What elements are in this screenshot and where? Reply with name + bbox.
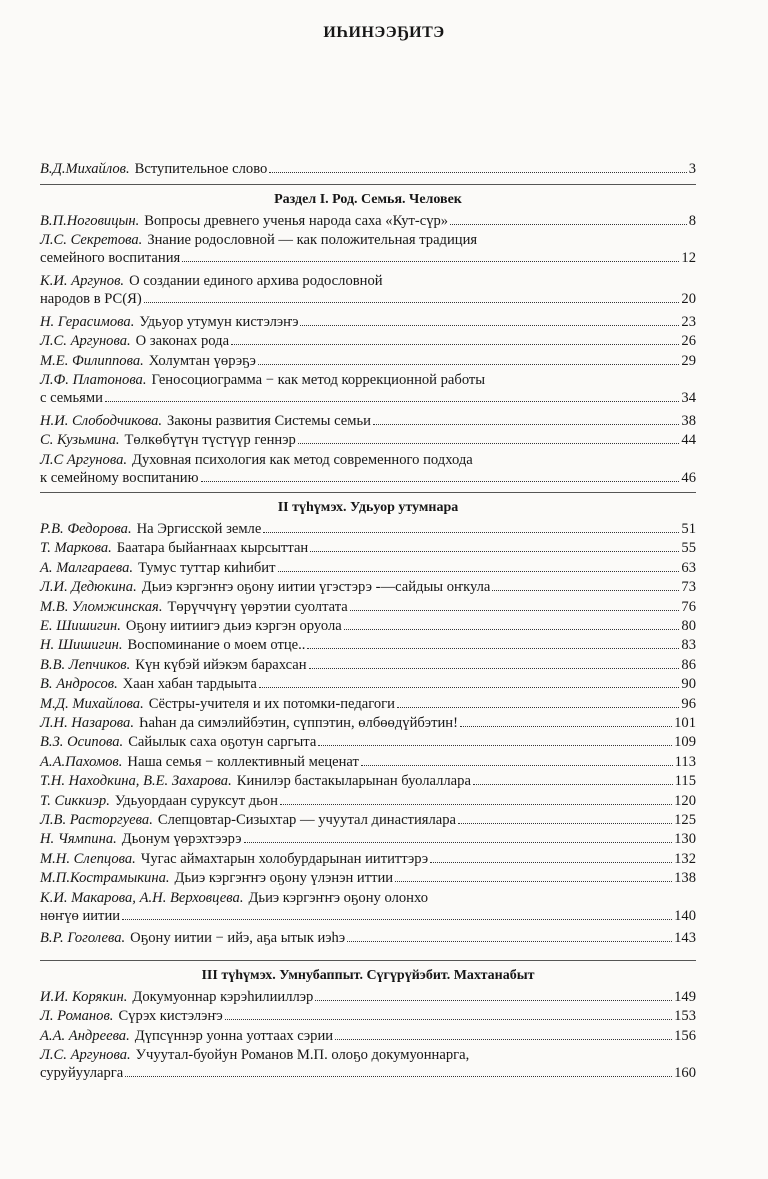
toc-entry[interactable]	[40, 695, 696, 713]
entry-author: Е. Шишигин.	[40, 618, 121, 634]
toc-entry-line	[40, 352, 696, 370]
entry-title: Дьиэ кэргэҥҥэ оҕону олонхо	[248, 889, 429, 906]
toc-entry[interactable]	[40, 313, 696, 331]
entry-title: Холумтан үөрэҕэ	[148, 352, 256, 369]
entry-title: Оҕону иитии − ийэ, аҕа ытык иэһэ	[130, 930, 346, 947]
toc-entry-line	[40, 1007, 696, 1025]
entry-title: Һаһан да симэлийбэтин, сүппэтин, өлбөөдүйбэтин!	[138, 715, 458, 731]
page-title: ИҺИНЭЭҔИТЭ	[323, 24, 445, 41]
toc-entry-line	[40, 469, 696, 487]
entry-title: семейного воспитания	[40, 250, 181, 267]
entry-page-number: 101	[674, 715, 696, 731]
section-divider	[40, 960, 696, 961]
entry-title: к семейному воспитанию	[40, 469, 199, 486]
toc-entry-line	[40, 889, 696, 907]
entry-page-number: 44	[681, 432, 696, 449]
entry-title: Сүрэх кистэлэҥэ	[118, 1008, 223, 1025]
dot-leader	[373, 420, 679, 425]
toc-entry-line	[40, 598, 696, 616]
toc-entry[interactable]	[40, 231, 696, 267]
entry-page-number: 125	[674, 812, 696, 828]
dot-leader	[144, 298, 680, 303]
entry-author: М.Н. Слепцова.	[40, 850, 136, 867]
toc-entry-line	[40, 332, 696, 350]
entry-title: Учуутал-буойун Романов М.П. олоҕо докумуоннарга,	[135, 1047, 470, 1064]
entry-page-number: 63	[681, 559, 696, 576]
entry-author: М.Д. Михайлова.	[40, 695, 144, 712]
toc-entry[interactable]	[40, 772, 696, 790]
entry-page-number: 80	[681, 618, 696, 634]
entry-title: Төлкөбүтүн түстүүр геннэр	[124, 432, 296, 449]
entry-page-number: 130	[674, 831, 696, 848]
toc-entry-line	[40, 1064, 696, 1082]
entry-title: О законах рода	[135, 333, 230, 350]
dot-leader	[395, 877, 672, 882]
toc-entry[interactable]	[40, 988, 696, 1006]
entry-author: И.И. Корякин.	[40, 989, 128, 1005]
section-divider	[40, 492, 696, 493]
dot-leader	[298, 439, 680, 444]
entry-title: Геносоциограмма − как метод коррекционной работы	[151, 372, 486, 389]
dot-leader	[361, 761, 673, 766]
section-heading: III түһүмэх. Умнубаппыт. Сүгүрүйэбит. Махтанабыт	[201, 968, 535, 983]
toc-entry[interactable]	[40, 830, 696, 848]
toc-entry[interactable]	[40, 617, 696, 635]
entry-author: Л.Н. Назарова.	[40, 715, 134, 731]
toc-entry-line	[40, 733, 696, 751]
toc-entry-line	[40, 617, 696, 635]
entry-page-number: 86	[681, 656, 696, 673]
toc-entry-line	[40, 869, 696, 887]
toc-entry-line	[40, 389, 696, 407]
entry-title: Слепцовтар-Сизыхтар — учуутал династиялара	[157, 812, 456, 828]
entry-page-number: 51	[681, 521, 696, 537]
dot-leader	[460, 722, 672, 727]
dot-leader	[309, 664, 680, 669]
entry-page-number: 156	[674, 1027, 696, 1044]
entry-page-number: 140	[674, 907, 696, 924]
entry-title: Төрүччүҥү үөрэтии суолтата	[167, 598, 348, 615]
dot-leader	[350, 606, 680, 611]
entry-page-number: 96	[681, 695, 696, 712]
dot-leader	[258, 360, 679, 365]
dot-leader	[263, 528, 679, 533]
dot-leader	[318, 741, 672, 746]
dot-leader	[430, 858, 672, 863]
toc-entry-line	[40, 830, 696, 848]
entry-title: На Эргисской земле	[136, 521, 262, 537]
entry-title: с семьями	[40, 390, 103, 407]
entry-title: суруйууларга	[40, 1065, 124, 1082]
entry-title: Удьуордаан суруксут дьон	[114, 792, 278, 809]
entry-author: Л.В. Расторгуева.	[40, 812, 153, 828]
toc-entry-line	[40, 695, 696, 713]
toc-entry-line	[40, 636, 696, 654]
toc-entry-line	[40, 772, 696, 790]
toc-entry-line	[40, 578, 696, 596]
entry-author: Р.В. Федорова.	[40, 521, 132, 537]
dot-leader	[231, 340, 679, 345]
section-divider	[40, 184, 696, 185]
entry-page-number: 138	[674, 870, 696, 887]
entry-title: Вопросы древнего ученья народа саха «Кут-сүр»	[144, 213, 449, 229]
entry-page-number: 3	[688, 161, 696, 177]
toc-entry[interactable]	[40, 371, 696, 407]
entry-author: В.З. Осипова.	[40, 734, 124, 751]
toc-entry[interactable]	[40, 889, 696, 925]
toc-entry-line	[40, 412, 696, 430]
toc-entry-line	[40, 907, 696, 925]
dot-leader	[225, 1015, 672, 1020]
toc-entry-line	[40, 313, 696, 331]
toc-entry[interactable]	[40, 578, 696, 596]
toc-entry[interactable]	[40, 272, 696, 308]
toc-entry-line	[40, 792, 696, 810]
toc-entry-line	[40, 290, 696, 308]
entry-title: Сайылык саха оҕотун саргыта	[128, 734, 317, 751]
toc-entry-line	[40, 431, 696, 449]
entry-author: Н.И. Слободчикова.	[40, 413, 163, 429]
entry-title: Знание родословной — как положительная традиция	[147, 232, 478, 249]
dot-leader	[105, 397, 679, 402]
section-heading: Раздел I. Род. Семья. Человек	[274, 192, 462, 207]
entry-title: Күн күбэй ийэкэм барахсан	[135, 656, 307, 673]
toc-entry-line	[40, 539, 696, 557]
entry-author: Л.С. Аргунова.	[40, 333, 131, 350]
entry-page-number: 115	[674, 773, 696, 790]
toc-entry-line	[40, 231, 696, 249]
entry-title: Удьуор утумун кистэлэҥэ	[139, 314, 299, 330]
dot-leader	[397, 703, 679, 708]
dot-leader	[269, 168, 686, 173]
toc-entry-line	[40, 811, 696, 829]
toc-entry[interactable]	[40, 753, 696, 771]
toc-entry[interactable]	[40, 598, 696, 616]
toc-entry-line	[40, 1046, 696, 1064]
entry-title: народов в РС(Я)	[40, 291, 142, 308]
dot-leader	[458, 819, 672, 824]
dot-leader	[182, 257, 679, 262]
dot-leader	[344, 625, 680, 630]
toc-entry[interactable]	[40, 811, 696, 829]
toc-entry-line	[40, 656, 696, 674]
dot-leader	[307, 644, 679, 649]
toc-entry-line	[40, 675, 696, 693]
toc-entry-line	[40, 520, 696, 538]
toc-entry-line	[40, 929, 696, 947]
toc-entry-line	[40, 272, 696, 290]
entry-title: Дүпсүннэр уонна уоттаах сэрии	[134, 1027, 334, 1044]
entry-title: Кинилэр бастакыларынан буолаллара	[236, 773, 471, 790]
entry-author: М.Е. Филиппова.	[40, 352, 144, 369]
toc-entry[interactable]	[40, 451, 696, 487]
entry-author: М.В. Уломжинская.	[40, 598, 163, 615]
entry-author: Т. Маркова.	[40, 540, 112, 557]
toc-entry[interactable]	[40, 733, 696, 751]
entry-author: К.И. Макарова, А.Н. Верховцева.	[40, 889, 244, 906]
entry-author: В.П.Ноговицын.	[40, 213, 140, 229]
entry-page-number: 46	[681, 469, 696, 486]
entry-page-number: 73	[681, 579, 696, 596]
entry-page-number: 8	[688, 213, 696, 229]
entry-title: Чугас аймахтарын холобурдарынан иититтэрэ	[140, 850, 429, 867]
entry-page-number: 55	[681, 540, 696, 557]
entry-page-number: 160	[674, 1065, 696, 1082]
toc-entry-line	[40, 1027, 696, 1045]
toc-entry-line	[40, 753, 696, 771]
entry-author: В.В. Лепчиков.	[40, 656, 131, 673]
entry-author: А.А. Андреева.	[40, 1027, 130, 1044]
entry-author: В. Андросов.	[40, 676, 118, 693]
entry-author: Л.Ф. Платонова.	[40, 372, 147, 389]
dot-leader	[347, 937, 672, 942]
section-heading: II түһүмэх. Удьуор утумнара	[277, 500, 459, 515]
entry-page-number: 83	[681, 637, 696, 654]
entry-page-number: 20	[681, 291, 696, 308]
entry-page-number: 132	[674, 850, 696, 867]
dot-leader	[300, 321, 679, 326]
dot-leader	[259, 683, 680, 688]
entry-title: Дьонум үөрэхтээрэ	[121, 831, 242, 848]
dot-leader	[492, 586, 679, 591]
entry-title: Вступительное слово	[134, 161, 268, 177]
entry-author: Н. Шишигин.	[40, 637, 123, 654]
entry-author: В.Д.Михайлов.	[40, 161, 130, 177]
entry-page-number: 143	[674, 930, 696, 947]
entry-author: М.П.Кострамыкина.	[40, 870, 170, 887]
entry-author: Л. Романов.	[40, 1008, 114, 1025]
entry-page-number: 113	[674, 753, 696, 770]
entry-title: Баатара быйаҥнаах кырсыттан	[116, 540, 309, 557]
toc-entry[interactable]	[40, 1007, 696, 1025]
entry-title: Воспоминание о моем отце..	[127, 637, 306, 654]
entry-title: Дьиэ кэргэҥҥэ оҕону иитии үгэстэрэ -—сайдыы оҥкула	[141, 579, 491, 596]
dot-leader	[201, 477, 680, 482]
toc-entry-line	[40, 212, 696, 230]
entry-author: Л.И. Дедюкина.	[40, 579, 137, 596]
entry-title: Сёстры-учителя и их потомки-педагоги	[148, 695, 395, 712]
entry-author: Л.С Аргунова.	[40, 451, 128, 468]
entry-author: В.Р. Гоголева.	[40, 930, 126, 947]
toc-entry-line	[40, 988, 696, 1006]
entry-author: Н. Герасимова.	[40, 314, 135, 330]
entry-page-number: 12	[681, 250, 696, 267]
toc-entry[interactable]	[40, 1027, 696, 1045]
dot-leader	[450, 220, 687, 225]
entry-author: Т.Н. Находкина, В.Е. Захарова.	[40, 773, 232, 790]
entry-title: Духовная психология как метод современного подхода	[132, 451, 473, 468]
toc-entry[interactable]	[40, 332, 696, 350]
entry-page-number: 23	[681, 314, 696, 330]
dot-leader	[122, 915, 672, 920]
toc-entry[interactable]	[40, 850, 696, 868]
entry-author: К.И. Аргунов.	[40, 273, 125, 290]
toc-entry[interactable]	[40, 212, 696, 230]
toc-entry-line	[40, 850, 696, 868]
dot-leader	[335, 1035, 672, 1040]
entry-page-number: 34	[681, 390, 696, 407]
toc-entry[interactable]	[40, 539, 696, 557]
toc-entry[interactable]	[40, 352, 696, 370]
toc-entry-line	[40, 249, 696, 267]
toc-entry[interactable]	[40, 412, 696, 430]
entry-title: Докумуоннар кэрэһилииллэр	[132, 989, 314, 1005]
entry-title: Законы развития Системы семьи	[167, 413, 371, 429]
entry-page-number: 76	[681, 598, 696, 615]
entry-page-number: 153	[674, 1008, 696, 1025]
toc-entry-line	[40, 451, 696, 469]
toc-entry[interactable]	[40, 929, 696, 947]
entry-page-number: 26	[681, 333, 696, 350]
entry-title: нөҥүө иитии	[40, 907, 121, 924]
entry-page-number: 29	[681, 352, 696, 369]
toc-entry[interactable]	[40, 714, 696, 732]
toc-entry[interactable]	[40, 656, 696, 674]
dot-leader	[315, 996, 672, 1001]
toc-entry-line	[40, 559, 696, 577]
entry-page-number: 120	[674, 792, 696, 809]
entry-author: Л.С. Секретова.	[40, 232, 143, 249]
entry-title: Тумус туттар киһибит	[138, 559, 276, 576]
entry-page-number: 109	[674, 734, 696, 751]
dot-leader	[473, 780, 673, 785]
dot-leader	[125, 1072, 672, 1077]
toc-entry[interactable]	[40, 636, 696, 654]
entry-page-number: 90	[681, 676, 696, 693]
entry-title: О создании единого архива родословной	[129, 273, 383, 290]
toc-entry[interactable]	[40, 160, 696, 178]
entry-author: С. Кузьмина.	[40, 432, 120, 449]
toc-entry-line	[40, 714, 696, 732]
entry-page-number: 38	[681, 413, 696, 429]
toc-entry-line	[40, 160, 696, 178]
toc-entry[interactable]	[40, 520, 696, 538]
entry-title: Хаан хабан тардыыта	[122, 676, 257, 693]
entry-author: А.А.Пахомов.	[40, 753, 123, 770]
toc-entry[interactable]	[40, 1046, 696, 1082]
entry-author: А. Малгараева.	[40, 559, 134, 576]
entry-title: Наша семья − коллективный меценат	[127, 753, 359, 770]
entry-author: Н. Чямпина.	[40, 831, 117, 848]
toc-entry[interactable]	[40, 869, 696, 887]
entry-page-number: 149	[674, 989, 696, 1005]
dot-leader	[244, 838, 673, 843]
toc-entry[interactable]	[40, 792, 696, 810]
entry-author: Л.С. Аргунова.	[40, 1047, 131, 1064]
toc-entry-line	[40, 371, 696, 389]
toc-entry[interactable]	[40, 431, 696, 449]
entry-author: Т. Сиккиэр.	[40, 792, 110, 809]
dot-leader	[310, 547, 679, 552]
dot-leader	[278, 567, 680, 572]
dot-leader	[280, 800, 672, 805]
toc-entry[interactable]	[40, 559, 696, 577]
entry-title: Дьиэ кэргэҥҥэ оҕону үлэнэн иттии	[174, 870, 394, 887]
entry-title: Оҕону иитиигэ дьиэ кэргэн оруола	[125, 618, 342, 634]
toc-entry[interactable]	[40, 675, 696, 693]
